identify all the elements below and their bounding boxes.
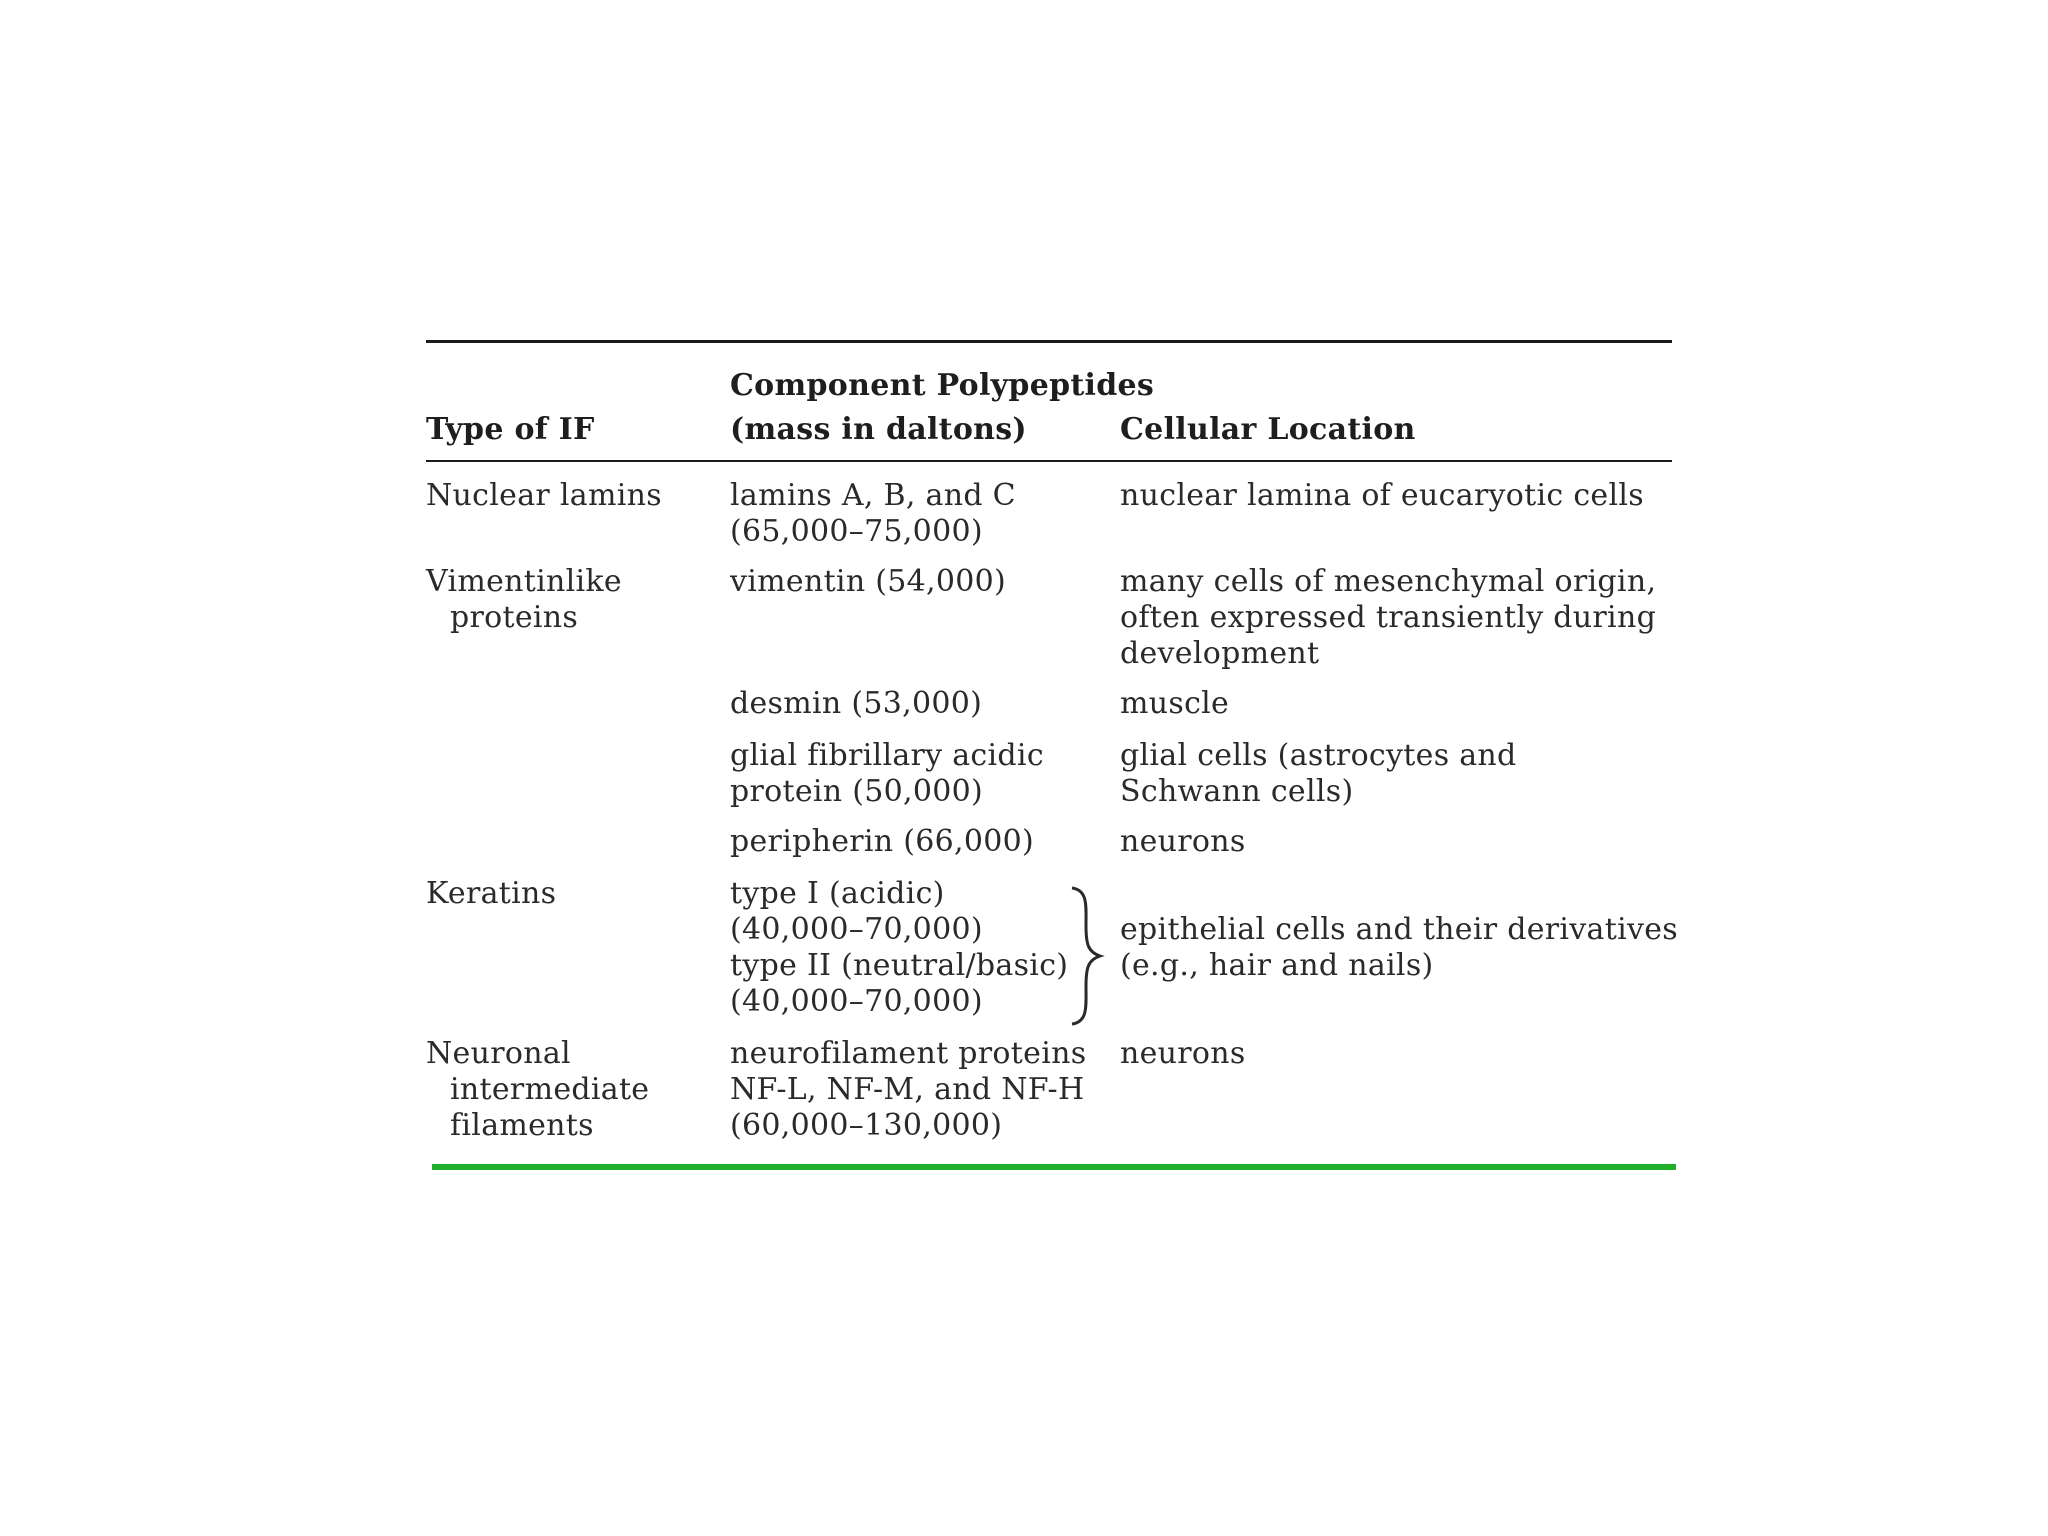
- header-component-line1: Component Polypeptides: [730, 368, 1155, 403]
- row-neuronal-type3: filaments: [450, 1108, 594, 1143]
- row-glial-poly2: protein (50,000): [730, 774, 984, 809]
- row-neuronal-poly2: NF-L, NF-M, and NF-H: [730, 1072, 1085, 1107]
- row-keratins-loc2: (e.g., hair and nails): [1120, 948, 1434, 983]
- row-peripherin-loc1: neurons: [1120, 824, 1246, 859]
- row-vimentin-type1: Vimentinlike: [426, 564, 622, 599]
- row-vimentin-loc1: many cells of mesenchymal origin,: [1120, 564, 1657, 599]
- row-keratins-poly4: (40,000–70,000): [730, 984, 983, 1019]
- row-peripherin-poly1: peripherin (66,000): [730, 824, 1035, 859]
- bottom-rule: [432, 1164, 1676, 1170]
- row-nuclear-poly2: (65,000–75,000): [730, 514, 983, 549]
- row-vimentin-type2: proteins: [450, 600, 579, 635]
- row-neuronal-type1: Neuronal: [426, 1036, 571, 1071]
- row-desmin-loc1: muscle: [1120, 686, 1230, 721]
- row-vimentin-loc2: often expressed transiently during: [1120, 600, 1657, 635]
- row-vimentin-loc3: development: [1120, 636, 1320, 671]
- row-glial-poly1: glial fibrillary acidic: [730, 738, 1044, 773]
- row-keratins-poly1: type I (acidic): [730, 876, 945, 911]
- row-glial-loc2: Schwann cells): [1120, 774, 1354, 809]
- row-keratins-poly3: type II (neutral/basic): [730, 948, 1069, 983]
- row-neuronal-type2: intermediate: [450, 1072, 650, 1107]
- row-keratins-type: Keratins: [426, 876, 557, 911]
- row-desmin-poly1: desmin (53,000): [730, 686, 983, 721]
- header-component-line2: (mass in daltons): [730, 412, 1027, 447]
- row-keratins-poly2: (40,000–70,000): [730, 912, 983, 947]
- row-glial-loc1: glial cells (astrocytes and: [1120, 738, 1517, 773]
- row-nuclear-loc1: nuclear lamina of eucaryotic cells: [1120, 478, 1644, 513]
- header-rule: [426, 460, 1672, 462]
- row-neuronal-loc1: neurons: [1120, 1036, 1246, 1071]
- header-type-of-if: Type of IF: [426, 412, 595, 447]
- row-keratins-loc1: epithelial cells and their derivatives: [1120, 912, 1678, 947]
- right-brace-icon: [1066, 886, 1110, 1026]
- top-rule: [426, 340, 1672, 343]
- row-nuclear-poly1: lamins A, B, and C: [730, 478, 1016, 513]
- header-cellular-location: Cellular Location: [1120, 412, 1416, 447]
- row-neuronal-poly1: neurofilament proteins: [730, 1036, 1087, 1071]
- row-vimentin-poly1: vimentin (54,000): [730, 564, 1007, 599]
- row-neuronal-poly3: (60,000–130,000): [730, 1108, 1003, 1143]
- row-nuclear-type: Nuclear lamins: [426, 478, 662, 513]
